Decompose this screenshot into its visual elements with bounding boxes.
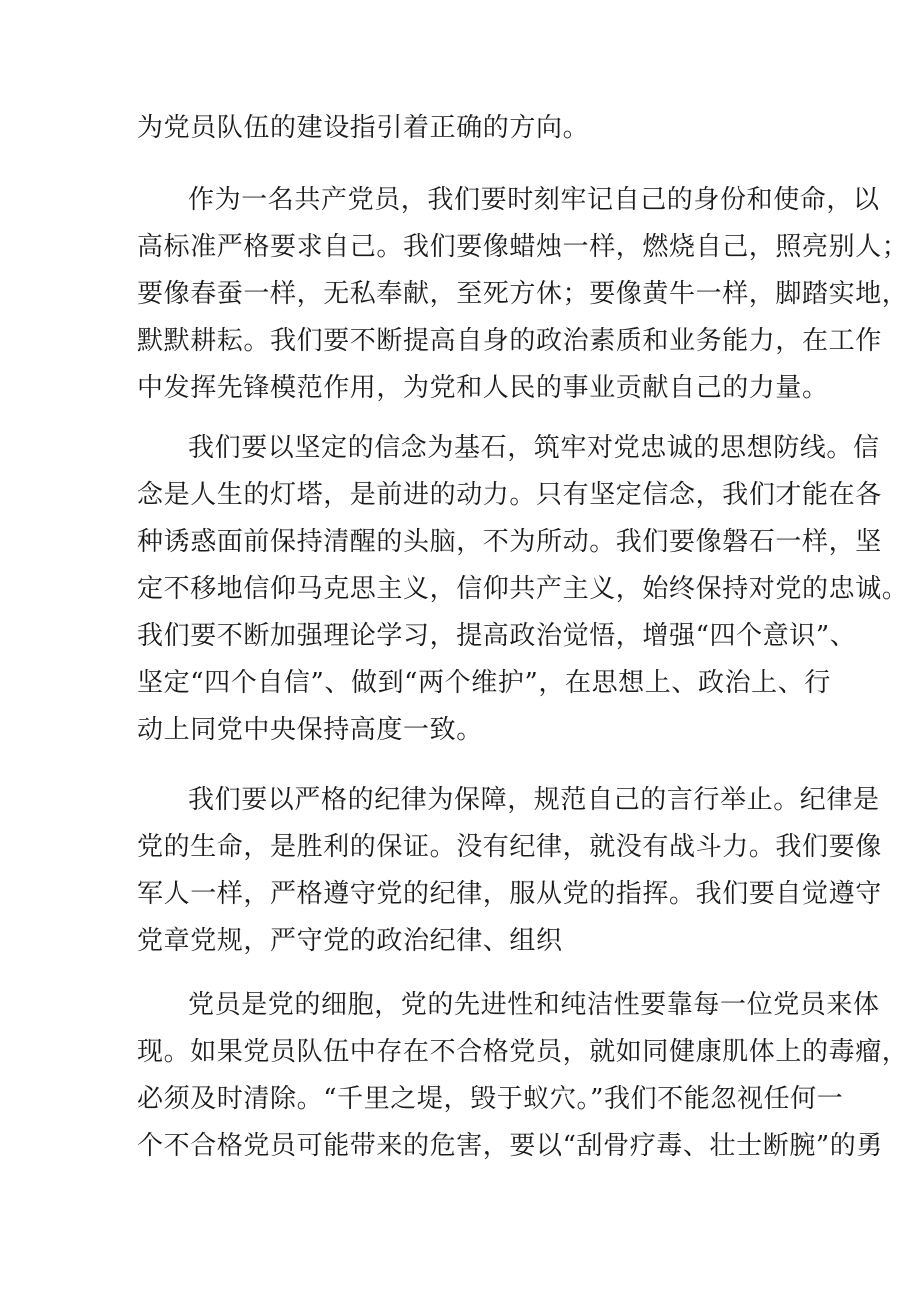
text-line: 个不合格党员可能带来的危害，要以“刮骨疗毒、壮士断腕”的勇 <box>137 1131 883 1161</box>
text-line: 现。如果党员队伍中存在不合格党员，就如同健康肌体上的毒瘤， <box>137 1037 909 1067</box>
text-line: 必须及时清除。“千里之堤，毁于蚁穴。”我们不能忽视任何一 <box>137 1084 844 1114</box>
text-line: 动上同党中央保持高度一致。 <box>137 715 483 745</box>
text-line: 党员是党的细胞，党的先进性和纯洁性要靠每一位党员来体 <box>188 990 880 1020</box>
text-line: 党的生命，是胜利的保证。没有纪律，就没有战斗力。我们要像 <box>137 832 882 862</box>
text-line: 高标准严格要求自己。我们要像蜡烛一样，燃烧自己，照亮别人； <box>137 232 909 262</box>
text-line: 我们要以坚定的信念为基石，筑牢对党忠诚的思想防线。信 <box>188 433 880 463</box>
text-line: 我们要以严格的纪律为保障，规范自己的言行举止。纪律是 <box>188 785 880 815</box>
text-line: 为党员队伍的建设指引着正确的方向。 <box>137 113 590 143</box>
text-line: 我们要不断加强理论学习，提高政治觉悟，增强“四个意识”、 <box>137 621 857 651</box>
text-line: 定不移地信仰马克思主义，信仰共产主义，始终保持对党的忠诚。 <box>137 574 909 604</box>
text-line: 念是人生的灯塔，是前进的动力。只有坚定信念，我们才能在各 <box>137 480 882 510</box>
text-line: 中发挥先锋模范作用，为党和人民的事业贡献自己的力量。 <box>137 373 829 403</box>
text-line: 要像春蚕一样，无私奉献，至死方休；要像黄牛一样，脚踏实地， <box>137 279 909 309</box>
text-line: 种诱惑面前保持清醒的头脑，不为所动。我们要像磐石一样，坚 <box>137 527 882 557</box>
text-line: 军人一样，严格遵守党的纪律，服从党的指挥。我们要自觉遵守 <box>137 879 882 909</box>
text-line: 党章党规，严守党的政治纪律、组织 <box>137 926 563 956</box>
text-line: 默默耕耘。我们要不断提高自身的政治素质和业务能力，在工作 <box>137 326 882 356</box>
text-line: 坚定“四个自信”、做到“两个维护”，在思想上、政治上、行 <box>137 668 831 698</box>
text-line: 作为一名共产党员，我们要时刻牢记自己的身份和使命，以 <box>188 185 880 215</box>
